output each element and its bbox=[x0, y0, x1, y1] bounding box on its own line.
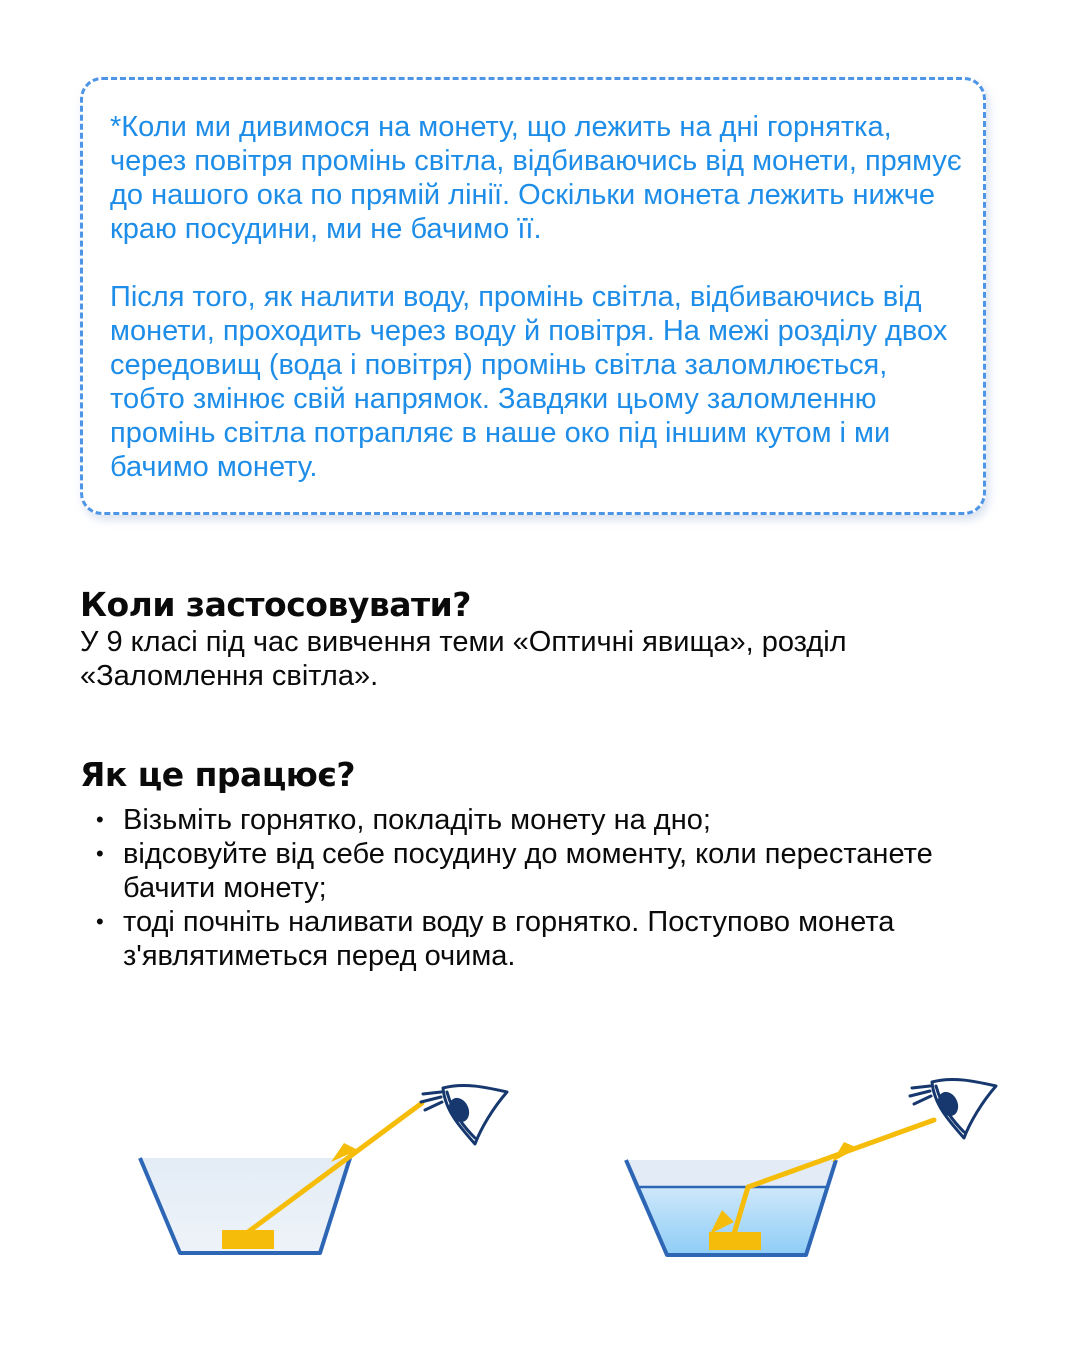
note-paragraph-with-water: Після того, як налити воду, промінь світла, відбиваючись від монети, проходить через воду й повітря. На межі розділу двох середовищ (вода і повітря) промінь світла заломлюється, тобто змінює свій напрямок. Завдяки цьому заломленню промінь світла потрапляє в наше око під іншим кутом і ми бачимо монету. bbox=[110, 281, 948, 483]
list-item bbox=[80, 803, 1010, 837]
when-to-use-section bbox=[80, 585, 1010, 693]
diagram-bowl-with-water bbox=[618, 1070, 1008, 1270]
diagram-empty-bowl bbox=[130, 1070, 520, 1270]
note-paragraph-empty-bowl: *Коли ми дивимося на монету, що лежить на дні горнятка, через повітря промінь світла, відбиваючись від монети, прямує до нашого ока по прямій лінії. Оскільки монета лежить нижче краю посудини, ми не бачимо її. bbox=[110, 111, 962, 245]
bullet-icon: • bbox=[96, 841, 104, 866]
ray-arrowhead bbox=[832, 1142, 858, 1162]
steps-list bbox=[80, 803, 1010, 973]
step-text: Візьміть горнятко, покладіть монету на дно; bbox=[123, 804, 711, 836]
eye-icon bbox=[910, 1079, 996, 1138]
step-text: відсовуйте від себе посудину до моменту, коли перестанете бачити монету; bbox=[123, 838, 933, 904]
when-to-use-text: У 9 класі під час вивчення теми «Оптичні явища», розділ «Заломлення світла». bbox=[80, 626, 847, 692]
bullet-icon: • bbox=[96, 909, 104, 934]
how-it-works-section bbox=[80, 755, 1010, 973]
how-it-works-title: Як це працює? bbox=[80, 755, 356, 794]
explanation-note bbox=[80, 77, 986, 515]
bullet-icon: • bbox=[96, 807, 104, 832]
bowl-air-area bbox=[626, 1160, 836, 1186]
when-to-use-title: Коли застосовувати? bbox=[80, 585, 471, 624]
list-item bbox=[80, 837, 1010, 905]
list-item bbox=[80, 905, 1010, 973]
eye-icon bbox=[421, 1085, 507, 1144]
step-text: тоді почніть наливати воду в горнятко. Поступово монета з'являтиметься перед очима. bbox=[123, 906, 895, 972]
